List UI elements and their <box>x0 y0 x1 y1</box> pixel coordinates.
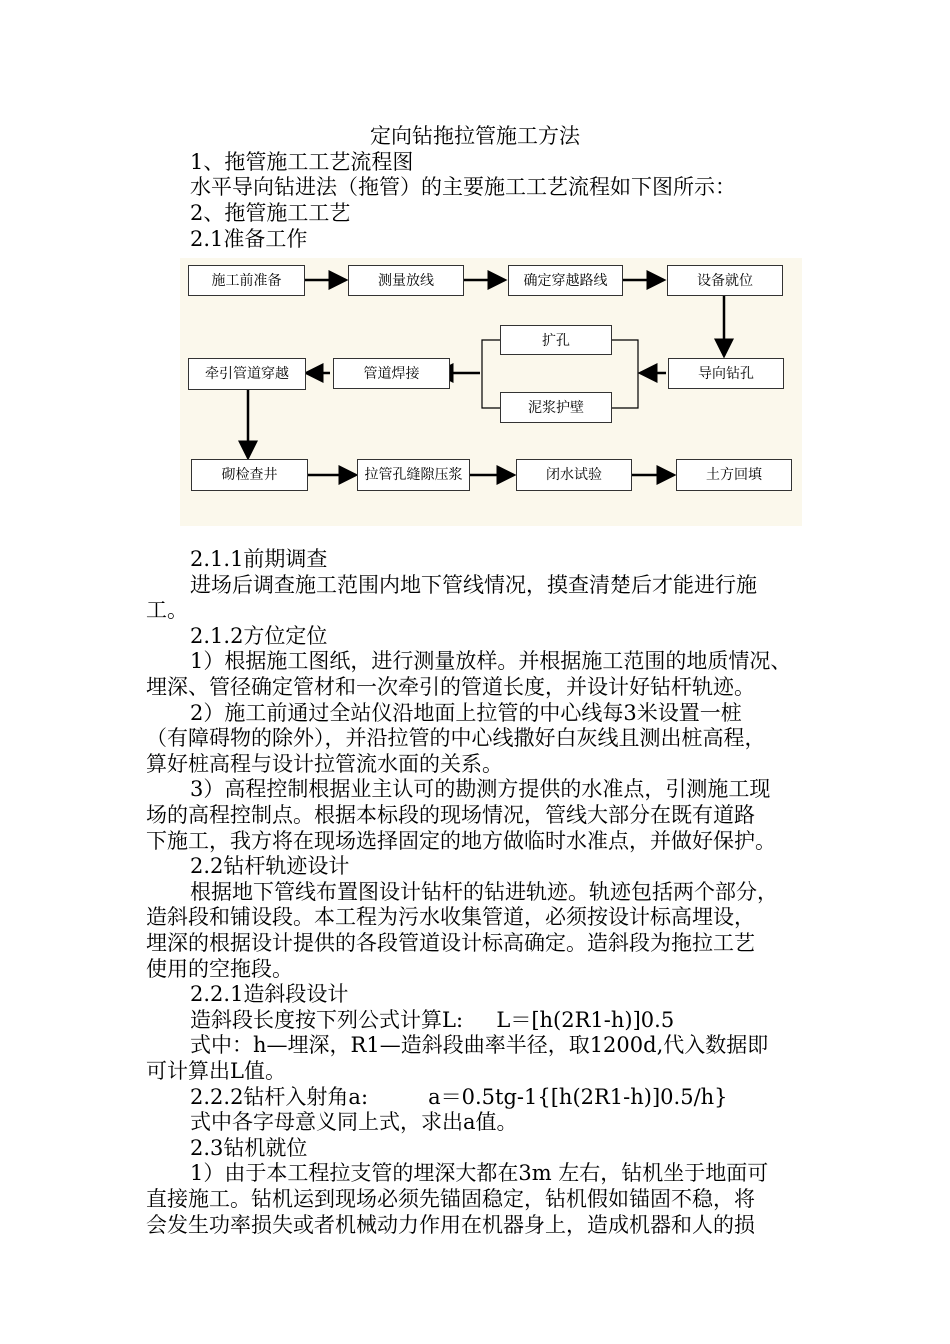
body-line: 直接施工。钻机运到现场必须先锚固稳定，钻机假如锚固不稳，将 <box>146 1187 755 1211</box>
body-line: 1）由于本工程拉支管的埋深大都在3m 左右，钻机坐于地面可 <box>190 1161 769 1185</box>
flow-box-backfill: 土方回填 <box>676 459 792 491</box>
body-line: 进场后调查施工范围内地下管线情况，摸查清楚后才能进行施 <box>190 573 757 597</box>
body-line: 埋深、管径确定管材和一次牵引的管道长度，并设计好钻杆轨迹。 <box>146 675 755 699</box>
body-line: （有障碍物的除外），并沿拉管的中心线撒好白灰线且测出桩高程， <box>146 726 766 750</box>
flow-box-well: 砌检查井 <box>191 459 308 491</box>
flow-box-closed: 闭水试验 <box>516 459 632 491</box>
body-line: 2.2.1造斜段设计 <box>190 982 349 1006</box>
heading-2: 2、拖管施工工艺 <box>190 201 351 225</box>
process-flowchart <box>180 258 802 526</box>
body-line: 2.1.2方位定位 <box>190 624 328 648</box>
body-line: 下施工，我方将在现场选择固定的地方做临时水准点，并做好保护。 <box>146 829 776 853</box>
flow-box-mud: 泥浆护壁 <box>500 392 612 423</box>
body-line: 工。 <box>146 598 188 622</box>
body-line: 造斜段长度按下列公式计算L: L＝[h(2R1-h)]0.5 <box>190 1008 675 1032</box>
body-line: 使用的空拖段。 <box>146 957 293 981</box>
flow-box-pilot: 导向钻孔 <box>668 358 784 389</box>
body-line: 2.1.1前期调查 <box>190 547 328 571</box>
page-title: 定向钻拖拉管施工方法 <box>370 124 580 148</box>
heading-2-1: 2.1准备工作 <box>190 227 308 251</box>
body-line: 根据地下管线布置图设计钻杆的钻进轨迹。轨迹包括两个部分， <box>190 880 778 904</box>
intro-text: 水平导向钻进法（拖管）的主要施工工艺流程如下图所示： <box>190 175 736 199</box>
body-line: 场的高程控制点。根据本标段的现场情况，管线大部分在既有道路 <box>146 803 755 827</box>
body-line: 埋深的根据设计提供的各段管道设计标高确定。造斜段为拖拉工艺 <box>146 931 755 955</box>
flow-box-equip: 设备就位 <box>667 265 783 296</box>
body-line: 算好桩高程与设计拉管流水面的关系。 <box>146 752 503 776</box>
body-line: 可计算出L值。 <box>146 1059 286 1083</box>
heading-1: 1、拖管施工工艺流程图 <box>190 150 414 174</box>
body-line: 2）施工前通过全站仪沿地面上拉管的中心线每3米设置一桩 <box>190 701 742 725</box>
flow-box-ream: 扩孔 <box>500 325 612 355</box>
body-line: 3）高程控制根据业主认可的勘测方提供的水准点，引测施工现 <box>190 777 771 801</box>
flow-box-survey: 测量放线 <box>348 265 464 296</box>
body-line: 2.3钻机就位 <box>190 1136 308 1160</box>
body-line: 2.2.2钻杆入射角a: a＝0.5tg-1{[h(2R1-h)]0.5/h} <box>190 1085 728 1109</box>
body-line: 造斜段和铺设段。本工程为污水收集管道，必须按设计标高埋设， <box>146 905 755 929</box>
body-line: 2.2钻杆轨迹设计 <box>190 854 350 878</box>
flow-box-weld: 管道焊接 <box>333 358 450 389</box>
flow-box-pull: 牵引管道穿越 <box>188 358 306 390</box>
flow-box-route: 确定穿越路线 <box>508 265 623 296</box>
body-line: 式中：h—埋深，R1—造斜段曲率半径，取1200d,代入数据即 <box>190 1033 769 1057</box>
flow-box-prep: 施工前准备 <box>188 265 305 296</box>
body-line: 1）根据施工图纸，进行测量放样。并根据施工范围的地质情况、 <box>190 649 792 673</box>
body-line: 式中各字母意义同上式，求出a值。 <box>190 1110 518 1134</box>
body-line: 会发生功率损失或者机械动力作用在机器身上，造成机器和人的损 <box>146 1213 755 1237</box>
flow-box-grout: 拉管孔缝隙压浆 <box>357 459 470 491</box>
